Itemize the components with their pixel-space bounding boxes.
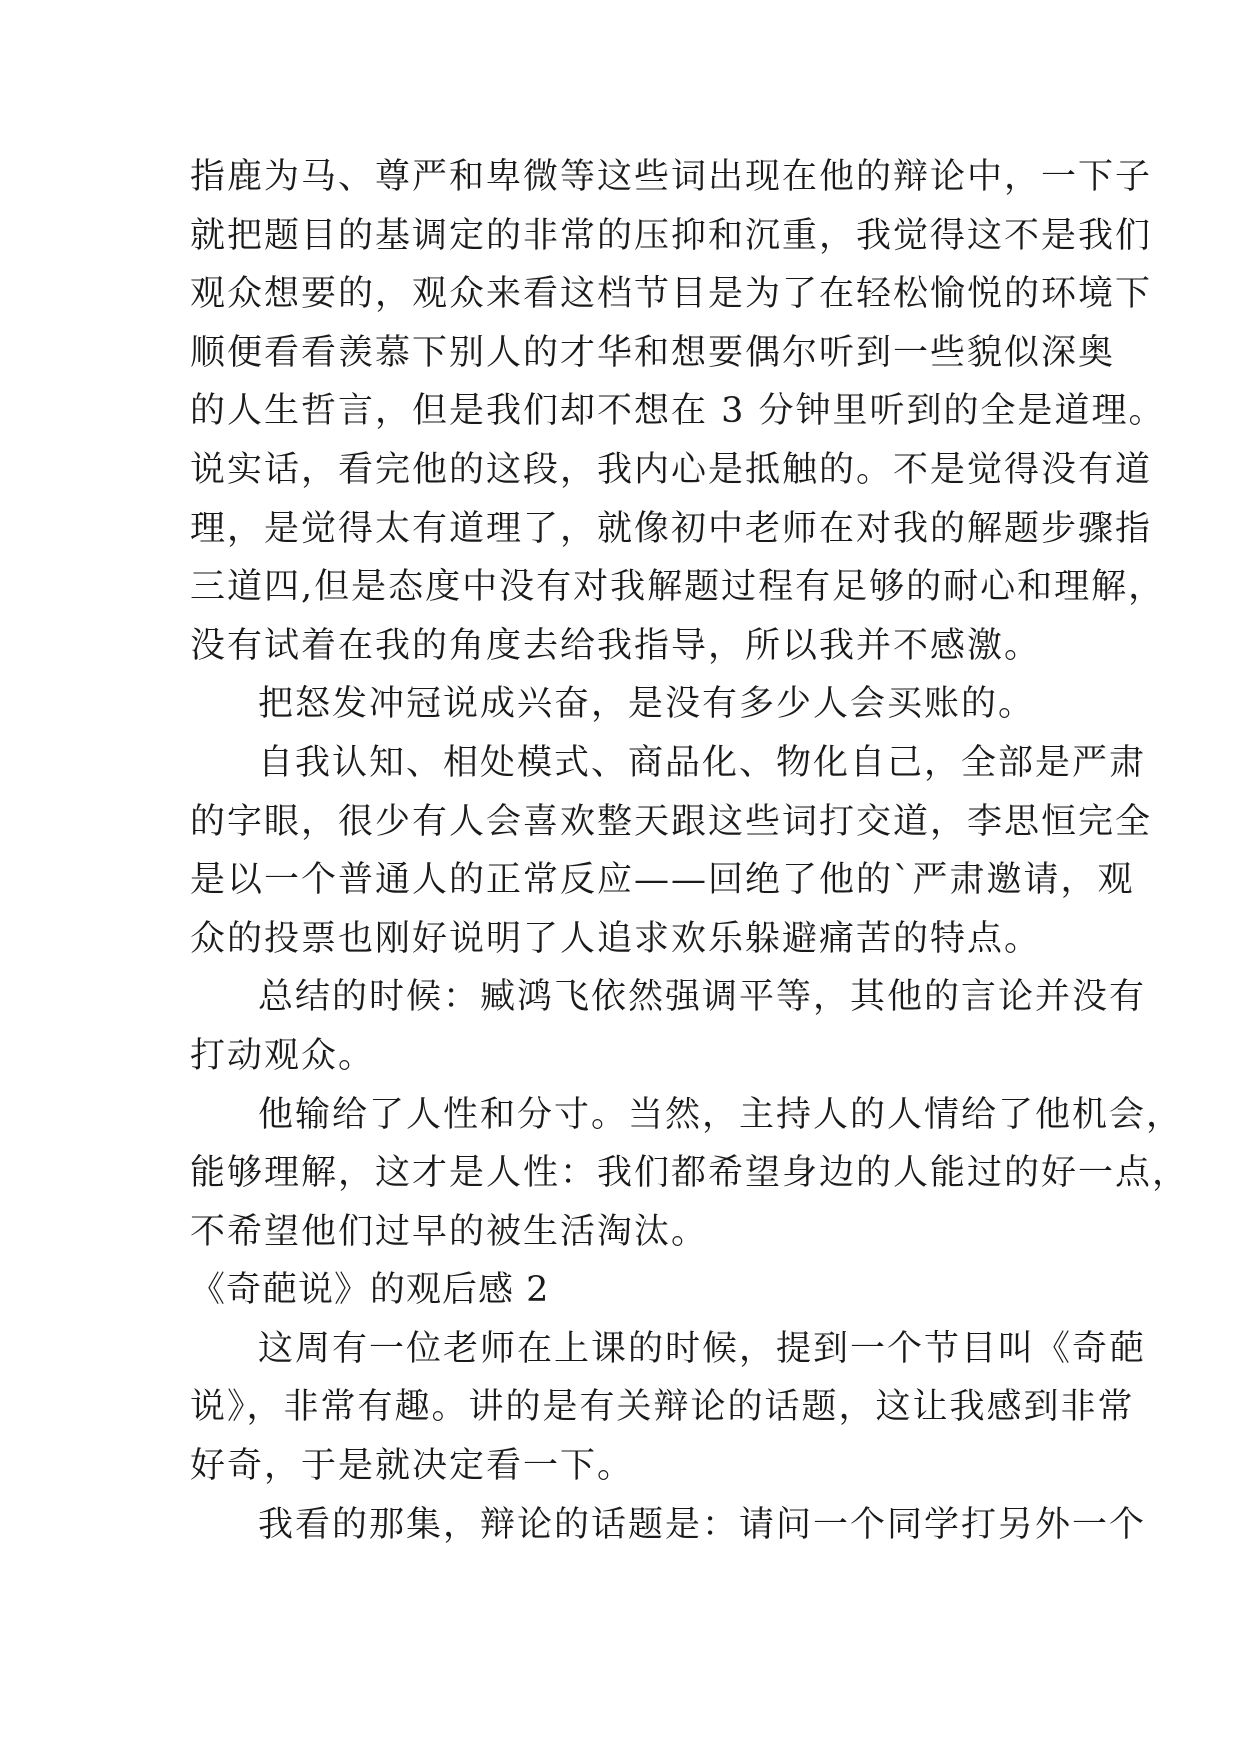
text-line: 就把题目的基调定的非常的压抑和沉重，我觉得这不是我们 bbox=[190, 215, 1153, 256]
text-line: 好奇，于是就决定看一下。 bbox=[190, 1446, 635, 1487]
section-heading: 《奇葩说》的观后感 2 bbox=[190, 1270, 550, 1311]
text-line: 理，是觉得太有道理了，就像初中老师在对我的解题步骤指 bbox=[190, 508, 1153, 549]
document-body bbox=[190, 148, 1190, 1554]
text-line: 三道四,但是态度中没有对我解题过程有足够的耐心和理解， bbox=[190, 567, 1166, 608]
text-line: 指鹿为马、尊严和卑微等这些词出现在他的辩论中，一下子 bbox=[190, 157, 1153, 197]
paragraph-start-line: 他输给了人性和分寸。当然，主持人的人情给了他机会， bbox=[258, 1094, 1184, 1135]
paragraph-start-line: 我看的那集，辩论的话题是：请问一个同学打另外一个 bbox=[258, 1504, 1147, 1545]
text-line: 没有试着在我的角度去给我指导，所以我并不感激。 bbox=[190, 625, 1042, 666]
text-line: 顺便看看羡慕下别人的才华和想要偶尔听到一些貌似深奥 bbox=[190, 332, 1116, 373]
text-line: 打动观众。 bbox=[190, 1035, 376, 1076]
text-line: 说》，非常有趣。讲的是有关辩论的话题，这让我感到非常 bbox=[190, 1387, 1135, 1428]
text-line: 能够理解，这才是人性：我们都希望身边的人能过的好一点， bbox=[190, 1153, 1190, 1194]
paragraph-start-line: 总结的时候：臧鸿飞依然强调平等，其他的言论并没有 bbox=[258, 977, 1147, 1018]
text-line: 说实话，看完他的这段，我内心是抵触的。不是觉得没有道 bbox=[190, 449, 1153, 490]
paragraph-start-line: 把怒发冲冠说成兴奋，是没有多少人会买账的。 bbox=[258, 684, 1036, 725]
paragraph-start-line: 自我认知、相处模式、商品化、物化自己，全部是严肃 bbox=[258, 742, 1147, 783]
text-line: 众的投票也刚好说明了人追求欢乐躲避痛苦的特点。 bbox=[190, 918, 1042, 959]
text-line: 的人生哲言，但是我们却不想在 3 分钟里听到的全是道理。 bbox=[190, 391, 1166, 432]
text-line: 的字眼，很少有人会喜欢整天跟这些词打交道，李思恒完全 bbox=[190, 801, 1153, 842]
text-line: 是以一个普通人的正常反应——回绝了他的`严肃邀请，观 bbox=[190, 860, 1135, 901]
text-line: 观众想要的，观众来看这档节目是为了在轻松愉悦的环境下 bbox=[190, 274, 1153, 315]
text-line: 不希望他们过早的被生活淘汰。 bbox=[190, 1211, 709, 1252]
paragraph-start-line: 这周有一位老师在上课的时候，提到一个节目叫《奇葩 bbox=[258, 1328, 1147, 1369]
